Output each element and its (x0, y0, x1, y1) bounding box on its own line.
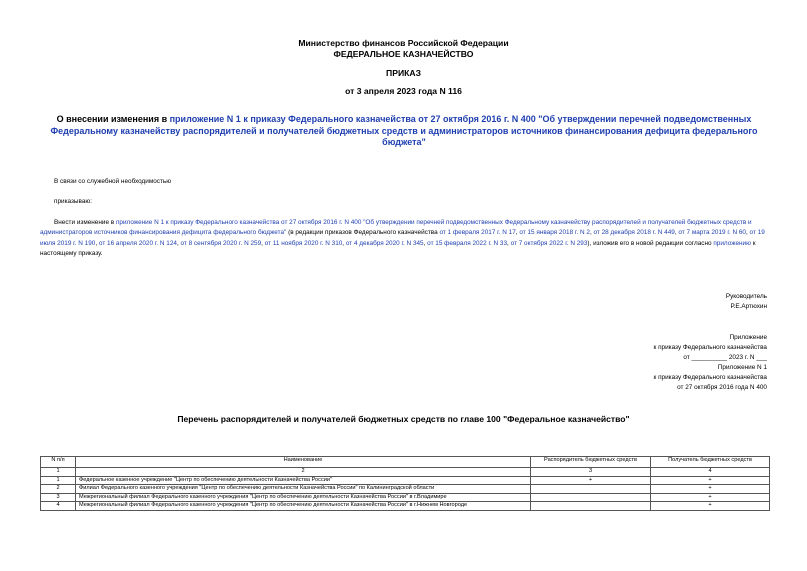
table-row (41, 502, 770, 511)
text-fragment: , (261, 239, 265, 247)
col-header-number: N п/п (41, 457, 76, 468)
treasury-name: ФЕДЕРАЛЬНОЕ КАЗНАЧЕЙСТВО (333, 49, 474, 59)
link-amendment[interactable]: от 7 марта 2019 г. N 60 (678, 229, 746, 237)
order-word: приказываю: (54, 198, 92, 205)
signature-block (726, 292, 767, 312)
text-fragment: , (423, 239, 428, 247)
link-amendment[interactable]: от 16 апреля 2020 г. N 124 (98, 239, 177, 247)
row-name: Межрегиональный филиал Федерального казенного учреждения "Центр по обеспечению деятельности Казначейства России" в г.Владимире (76, 493, 531, 502)
table-row (41, 493, 770, 502)
link-amendment[interactable]: от 15 января 2018 г. N 2 (519, 229, 590, 237)
doc-date-number: от 3 апреля 2023 года N 116 (345, 86, 462, 96)
link-amendment[interactable]: от 1 февраля 2017 г. N 17 (439, 229, 516, 237)
text-fragment: , (674, 229, 679, 237)
row-recipient-mark: + (651, 502, 770, 511)
row-manager-mark (531, 502, 651, 511)
row-name: Федеральное казенное учреждение "Центр по обеспечению деятельности Казначейства России" (76, 476, 531, 485)
row-manager-mark (531, 485, 651, 494)
row-number: 1 (41, 476, 76, 485)
signature-position: Руководитель (725, 293, 767, 300)
order-paragraph (40, 218, 768, 259)
text-fragment: ), изложив его в новой редакции согласно (587, 239, 714, 247)
title-link[interactable]: приложение N 1 к приказу Федерального казначейства от 27 октября 2016 г. N 400 "Об утверждении перечней подведомственных Федеральному казначейству распорядителей и получателей бюджетных средств и администраторов источников финансирования дефицита федерального бюджета" (50, 114, 758, 147)
appendix-line: к приказу Федерального казначейства (653, 344, 767, 351)
row-name: Межрегиональный филиал Федерального казенного учреждения "Центр по обеспечению деятельности Казначейства России" в г.Нижнем Новгороде (76, 502, 531, 511)
row-manager-mark: + (531, 476, 651, 485)
link-annex[interactable]: приложению (713, 239, 751, 247)
link-amendment[interactable]: от 11 ноября 2020 г. N 310 (264, 239, 343, 247)
signature-name: Р.Е.Артюхин (730, 303, 767, 310)
ministry-name: Министерство финансов Российской Федерации (298, 38, 509, 48)
link-amendment[interactable]: от 7 октября 2022 г. N 293 (510, 239, 588, 247)
row-number: 2 (41, 485, 76, 494)
preamble: В связи со служебной необходимостью (54, 178, 172, 185)
col-number: 4 (651, 468, 770, 477)
text-fragment: Внести изменение в (54, 219, 116, 226)
document-title (48, 114, 760, 149)
link-amendment[interactable]: от 19 июля 2019 г. N 190 (40, 229, 765, 247)
col-number: 1 (41, 468, 76, 477)
appendix-line: Приложение (729, 334, 767, 341)
text-fragment: , (95, 239, 99, 247)
list-title: Перечень распорядителей и получателей бюджетных средств по главе 100 "Федеральное казначейство" (177, 414, 630, 424)
row-manager-mark (531, 493, 651, 502)
col-header-name: Наименование (76, 457, 531, 468)
appendix-line: от 27 октября 2016 года N 400 (677, 384, 767, 391)
appendix-line: к приказу Федерального казначейства (653, 374, 767, 381)
row-number: 3 (41, 493, 76, 502)
row-name: Филиал Федерального казенного учреждения "Центр по обеспечению деятельности Казначейства России" по Калининградской области (76, 485, 531, 494)
link-amendment[interactable]: от 4 декабря 2020 г. N 345 (345, 239, 424, 247)
appendix-line: Приложение N 1 (717, 364, 767, 371)
col-header-manager: Распорядитель бюджетных средств (531, 457, 651, 468)
text-fragment: , (515, 229, 520, 237)
text-fragment: , (176, 239, 181, 247)
table-header-row (41, 457, 770, 468)
col-number: 2 (76, 468, 531, 477)
appendix-line: от __________ 2023 г. N ___ (683, 354, 767, 361)
text-fragment: (в редакции приказов Федерального казначейства (286, 229, 440, 237)
row-recipient-mark: + (651, 476, 770, 485)
text-fragment: , (589, 229, 594, 237)
text-fragment: , (342, 239, 346, 247)
link-amendment[interactable]: от 8 сентября 2020 г. N 259 (180, 239, 262, 247)
col-header-recipient: Получатель бюджетных средств (651, 457, 770, 468)
row-number: 4 (41, 502, 76, 511)
appendix-header (654, 333, 767, 393)
doc-type: ПРИКАЗ (386, 68, 421, 78)
link-amendment[interactable]: от 15 февраля 2022 г. N 33 (427, 239, 508, 247)
text-fragment: к настоящему приказу. (40, 239, 756, 257)
recipients-table (40, 456, 770, 511)
row-recipient-mark: + (651, 493, 770, 502)
col-number: 3 (531, 468, 651, 477)
row-recipient-mark: + (651, 485, 770, 494)
table-row (41, 476, 770, 485)
table-column-numbers-row (41, 468, 770, 477)
link-amendment[interactable]: от 28 декабря 2018 г. N 449 (593, 229, 675, 237)
text-fragment: , (745, 229, 750, 237)
table-row (41, 485, 770, 494)
text-fragment: , (507, 239, 511, 247)
link-appendix-1[interactable]: приложение N 1 к приказу Федерального казначейства от 27 октября 2016 г. N 400 "Об утверждении перечней подведомственных Федеральному казначейству распорядителей и получателей бюджетных средств и администраторов источников финансирования дефицита федерального бюджета" (40, 219, 752, 237)
title-prefix: О внесении изменения в (56, 114, 170, 124)
